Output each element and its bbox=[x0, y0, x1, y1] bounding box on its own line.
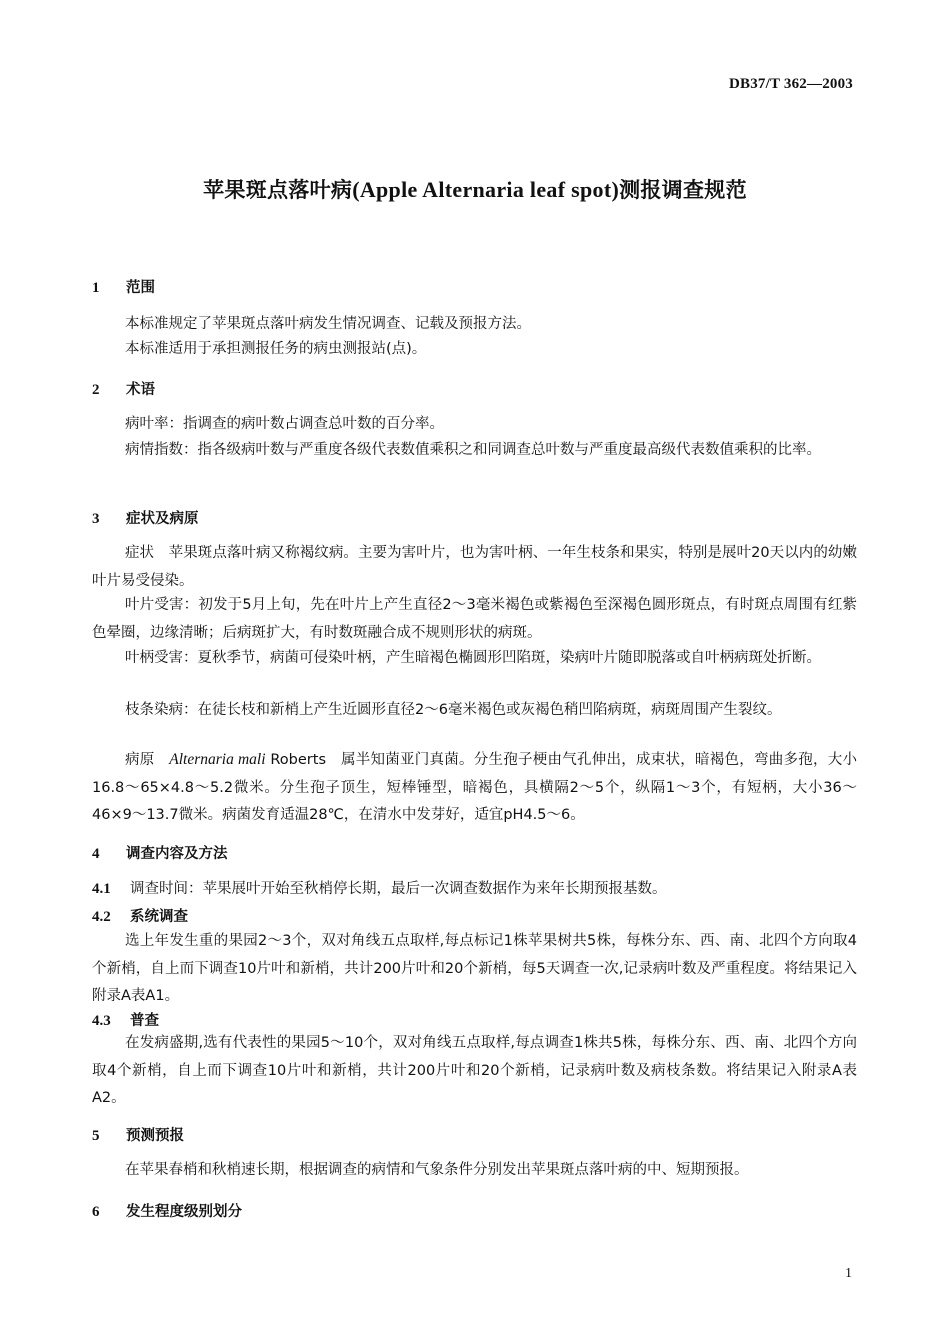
section-number: 4 bbox=[92, 846, 100, 862]
section-number: 3 bbox=[92, 511, 100, 527]
section-2-heading bbox=[92, 378, 155, 399]
section-number: 5 bbox=[92, 1128, 100, 1144]
paragraph: 在苹果春梢和秋梢速长期，根据调查的病情和气象条件分别发出苹果斑点落叶病的中、短期预报。 bbox=[125, 1162, 749, 1178]
paragraph: 症状 苹果斑点落叶病又称褐纹病。主要为害叶片，也为害叶柄、一年生枝条和果实，特别是展叶20天以内的幼嫩叶片易受侵染。 bbox=[92, 545, 857, 589]
pathogen-description: 属半知菌亚门真菌。分生孢子梗由气孔伸出，成束状，暗褐色，弯曲多孢，大小16.8～65×4.8～5.2微米。分生孢子顶生，短棒锤型，暗褐色，具横隔2～5个，纵隔1～3个，有短柄，大小36～46×9～13.7微米。病菌发育适温28℃，在清水中发芽好，适宜pH4.5～6。 bbox=[92, 752, 857, 823]
paragraph: 在发病盛期,选有代表性的果园5～10个，双对角线五点取样,每点调查1株共5株，每株分东、西、南、北四个方向取4个新梢，自上而下调查10片叶和新梢，共计200片叶和20个新梢，记录病叶数及病枝条数。将结果记入附录A表A2。 bbox=[92, 1035, 857, 1106]
standard-code: DB37/T 362—2003 bbox=[729, 76, 853, 92]
section-number: 4.3 bbox=[92, 1013, 111, 1029]
paragraph: 叶柄受害：夏秋季节，病菌可侵染叶柄，产生暗褐色椭圆形凹陷斑，染病叶片随即脱落或自叶柄病斑处折断。 bbox=[125, 650, 821, 666]
pathogen-author: Roberts bbox=[265, 752, 341, 768]
paragraph: 病情指数：指各级病叶数与严重度各级代表数值乘积之和同调查总叶数与严重度最高级代表数值乘积的比率。 bbox=[125, 442, 821, 458]
section-title: 预测预报 bbox=[126, 1128, 184, 1144]
title-cn-suffix: 测报调查规范 bbox=[619, 178, 747, 202]
paragraph: 叶片受害：初发于5月上旬，先在叶片上产生直径2～3毫米褐色或紫褐色至深褐色圆形斑点，有时斑点周围有红紫色晕圈，边缘清晰；后病斑扩大，有时数斑融合成不规则形状的病斑。 bbox=[92, 597, 857, 641]
paragraph: 枝条染病：在徒长枝和新梢上产生近圆形直径2～6毫米褐色或灰褐色稍凹陷病斑，病斑周围产生裂纹。 bbox=[125, 702, 782, 718]
section-number: 6 bbox=[92, 1204, 100, 1220]
section-title: 术语 bbox=[126, 382, 155, 398]
section-text: 调查时间：苹果展叶开始至秋梢停长期，最后一次调查数据作为来年长期预报基数。 bbox=[130, 881, 667, 897]
section-5-heading bbox=[92, 1124, 184, 1145]
section-title: 范围 bbox=[126, 280, 155, 296]
section-title: 发生程度级别划分 bbox=[126, 1204, 242, 1220]
section-4-3-heading bbox=[92, 1009, 159, 1030]
section-3-heading bbox=[92, 507, 199, 528]
title-cn-prefix: 苹果斑点落叶病 bbox=[203, 178, 353, 202]
section-number: 1 bbox=[92, 280, 100, 296]
document-title bbox=[0, 174, 950, 204]
section-title: 调查内容及方法 bbox=[126, 846, 228, 862]
section-title: 症状及病原 bbox=[126, 511, 199, 527]
section-title: 普查 bbox=[130, 1013, 159, 1029]
pathogen-label: 病原 bbox=[125, 752, 170, 768]
paragraph: 本标准规定了苹果斑点落叶病发生情况调查、记载及预报方法。 bbox=[125, 316, 531, 332]
section-title: 系统调查 bbox=[130, 909, 188, 925]
section-4-1 bbox=[92, 877, 667, 898]
section-1-heading bbox=[92, 276, 155, 297]
paragraph: 选上年发生重的果园2～3个，双对角线五点取样,每点标记1株苹果树共5株，每株分东、西、南、北四个方向取4个新梢，自上而下调查10片叶和新梢，共计200片叶和20个新梢，每5天调查一次,记录病叶数及严重程度。将结果记入附录A表A1。 bbox=[92, 933, 857, 1004]
paragraph-pathogen bbox=[92, 746, 857, 830]
title-en: (Apple Alternaria leaf spot) bbox=[352, 177, 620, 202]
section-4-2-heading bbox=[92, 905, 188, 926]
page-number: 1 bbox=[845, 1266, 852, 1281]
section-number: 4.1 bbox=[92, 881, 111, 897]
section-6-heading bbox=[92, 1200, 242, 1221]
paragraph: 病叶率：指调查的病叶数占调查总叶数的百分率。 bbox=[125, 416, 444, 432]
section-number: 4.2 bbox=[92, 909, 111, 925]
section-4-heading bbox=[92, 842, 228, 863]
section-number: 2 bbox=[92, 382, 100, 398]
pathogen-latin-name: Alternaria mali bbox=[169, 751, 266, 768]
paragraph: 本标准适用于承担测报任务的病虫测报站(点)。 bbox=[125, 341, 427, 357]
